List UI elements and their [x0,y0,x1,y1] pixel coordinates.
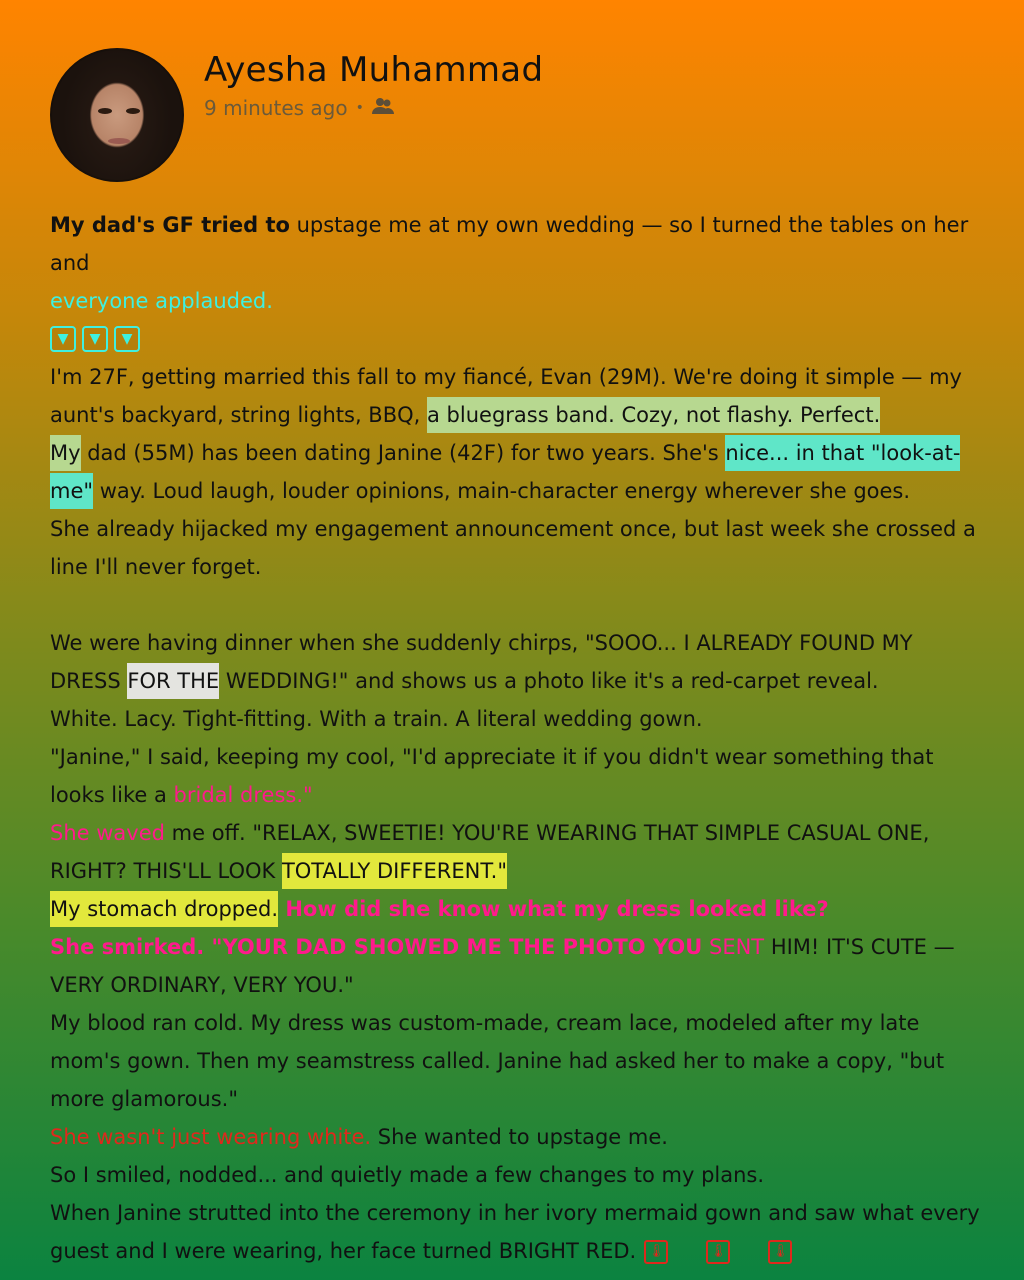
author-name[interactable]: Ayesha Muhammad [204,50,544,90]
paragraph: I'm 27F, getting married this fall to my fiancé, Evan (29M). We're doing it simple — my aunt's backyard, string lights, BBQ, a bluegrass band. Cozy, not flashy. Perfect. [50,358,980,434]
paragraph: So I smiled, nodded... and quietly made a few changes to my plans. [50,1163,765,1187]
paragraph: She smirked. "YOUR DAD SHOWED ME THE PHOTO YOU SENT HIM! IT'S CUTE — VERY ORDINARY, VERY YOU." [50,935,955,997]
down-arrow-emojis [50,320,980,358]
thermometer-icon: 🌡 [768,1240,792,1264]
avatar[interactable] [50,48,184,182]
down-arrow-icon: ▼ [114,326,140,352]
paragraph: We were having dinner when she suddenly chirps, "SOOO... I ALREADY FOUND MY DRESS FOR THE WEDDING!" and shows us a photo like it's a red-carpet reveal. [50,624,980,700]
paragraph: When Janine strutted into the ceremony in her ivory mermaid gown and saw what every guest and I were wearing, her face turned BRIGHT RED. 🌡 🌡 🌡 [50,1201,980,1263]
paragraph: My stomach dropped. How did she know what my dress looked like? [50,890,980,928]
down-arrow-icon: ▼ [82,326,108,352]
author-info [204,48,543,120]
down-arrow-icon: ▼ [50,326,76,352]
paragraph: My dad (55M) has been dating Janine (42F) for two years. She's nice... in that "look-at-me" way. Loud laugh, louder opinions, main-character energy wherever she goes. [50,434,980,510]
post-body [50,206,980,1270]
paragraph: She wasn't just wearing white. She wanted to upstage me. [50,1125,668,1149]
paragraph: My blood ran cold. My dress was custom-made, cream lace, modeled after my late mom's gown. Then my seamstress called. Janine had asked her to make a copy, "but more glamorous." [50,1011,945,1111]
paragraph: White. Lacy. Tight-fitting. With a train. A literal wedding gown. [50,707,703,731]
meta-separator: • [355,100,364,116]
thermometer-icon: 🌡 [706,1240,730,1264]
post-meta [204,96,543,120]
paragraph: "Janine," I said, keeping my cool, "I'd appreciate it if you didn't wear something that looks like a bridal dress." [50,745,934,807]
headline: My dad's GF tried to upstage me at my own wedding — so I turned the tables on her and everyone applauded. [50,213,969,313]
thermometer-icon: 🌡 [644,1240,668,1264]
friends-icon[interactable] [372,97,394,120]
paragraph: She waved me off. "RELAX, SWEETIE! YOU'RE WEARING THAT SIMPLE CASUAL ONE, RIGHT? THIS'LL LOOK TOTALLY DIFFERENT." [50,814,980,890]
paragraph: She already hijacked my engagement announcement once, but last week she crossed a line I'll never forget. [50,517,976,579]
post-card [50,48,980,1270]
post-time[interactable]: 9 minutes ago [204,96,348,120]
post-header [50,48,980,188]
